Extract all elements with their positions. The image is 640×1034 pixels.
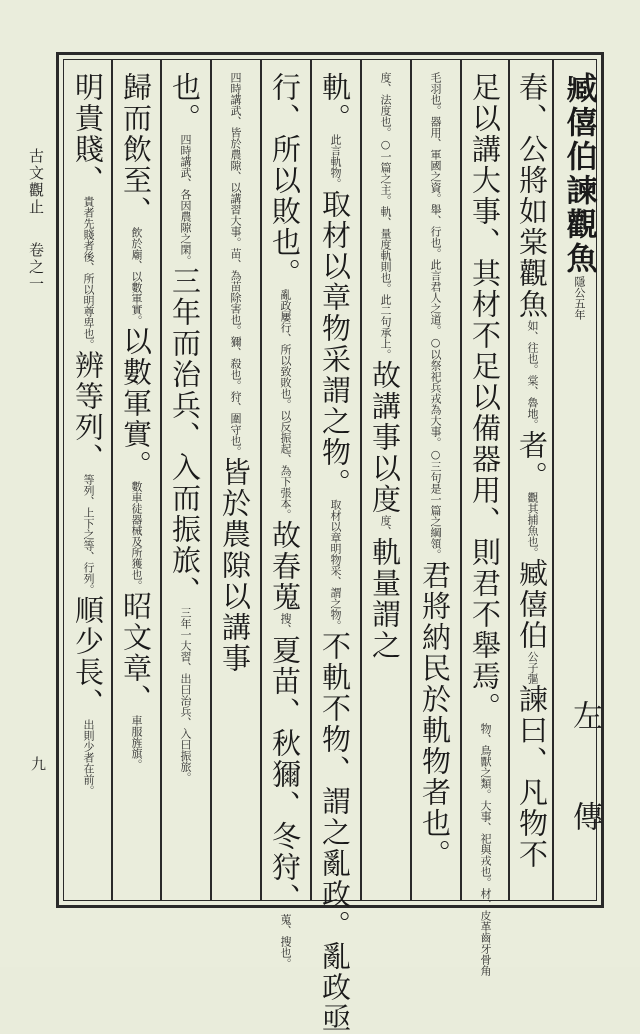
volume-label: 卷之一 [27,242,45,293]
column-divider [260,60,262,900]
main-text: 軌。 [318,72,352,134]
book-title: 古文觀止 [27,148,45,216]
annotation: 度、法度也。○一篇之主。軌、量度軌則也。此二句承上。 [379,72,392,360]
annotation: 三年一大習、出曰治兵、入曰振旅。 [179,607,192,783]
main-text: 故講事以度 [368,360,402,515]
author-label: 左 傳 [567,700,602,849]
text-frame [56,52,604,1034]
main-text: 歸而飲至、 [119,72,153,227]
main-text: 者。 [515,430,549,492]
main-text: 以數軍實。 [119,326,153,481]
annotation: 飲於廟、以數軍實。 [130,227,143,326]
annotation: 車服旌旗。 [130,715,143,770]
main-text: 君將納民於軌物者也。 [418,560,452,870]
main-text: 皆於農隙以講事 [218,457,252,674]
main-text: 故春蒐 [268,520,302,613]
annotation: 貴者先賤者後、所以明尊卑也。 [82,196,95,350]
main-text: 昭文章、 [119,591,153,715]
annotation: 公子彄 [526,651,539,684]
annotation: 如、往也。棠、魯地。 [526,320,539,430]
annotation: 觀其捕魚也。 [526,492,539,558]
column-divider [460,60,462,900]
text-column-10 [66,72,110,892]
text-column-2 [463,72,507,976]
text-column-7 [213,72,257,892]
main-text: 春、公將如棠觀魚 [515,72,549,320]
annotation: 出則少者在前。 [82,719,95,796]
page-number: 九 [29,756,47,771]
text-column-9 [114,72,158,892]
annotation: 四時講武、皆於農隙、以講習大事。 [229,72,242,248]
text-frame-inner [63,59,602,1034]
title-note: 隱公五年 [573,276,586,320]
annotation: 數車徒器械及所獲也。 [130,481,143,591]
annotation: 毛羽也。器用、軍國之資。舉、行也。此言君人之道。○以祭祀兵戎為大事。○三句是一篇之綱領。 [429,72,442,560]
text-column-6 [263,72,307,969]
main-text: 足以講大事、其材不足以備器用、則君不舉焉。 [468,72,502,723]
main-text: 行、所以敗也。 [268,72,302,289]
text-column-4 [363,72,407,892]
main-text: 明貴賤、 [71,72,105,196]
main-text: 夏苗、秋獮、冬狩、 [268,635,302,914]
main-text: 不軌不物、謂之亂政。亂政亟 [318,631,352,1034]
text-column-5 [313,72,357,1034]
annotation: 取材以章明物采、謂之物。 [329,499,342,631]
annotation: 搜、 [279,613,292,635]
main-text: 也。 [168,72,202,134]
main-text: 辨等列、 [71,350,105,474]
annotation: 等列、上下之等、行列。 [82,474,95,595]
main-text: 順少長、 [71,595,105,719]
annotation: 此言軌物。 [329,134,342,189]
annotation: 苗、為苗除害也。獮、殺也。狩、圍守也。 [229,248,242,457]
main-text: 諫曰、凡物不 [515,684,549,870]
annotation: 度、 [379,515,392,537]
annotation: 物、鳥獸之類。大事、祀與戎也。材、皮革齒牙骨角 [479,723,492,976]
text-column-3 [413,72,457,892]
column-divider [111,60,113,900]
text-column-8 [163,72,207,892]
column-divider [210,60,212,900]
main-text: 臧僖伯 [515,558,549,651]
annotation: 四時講武、各因農隙之閑。 [179,134,192,266]
main-text: 軌量謂之 [368,537,402,661]
page-title: 臧僖伯諫觀魚 [560,72,597,276]
margin-label [26,148,47,293]
column-divider [310,60,312,900]
column-divider [360,60,362,900]
text-column-1 [510,72,554,892]
annotation: 亂政屢行、所以致敗也。以反振起、為下張本。 [279,289,292,520]
annotation: 蒐、搜也。 [279,914,292,969]
column-divider [160,60,162,900]
column-divider [410,60,412,900]
main-text: 三年而治兵、入而振旅、 [168,266,202,607]
main-text: 取材以章物采謂之物。 [318,189,352,499]
